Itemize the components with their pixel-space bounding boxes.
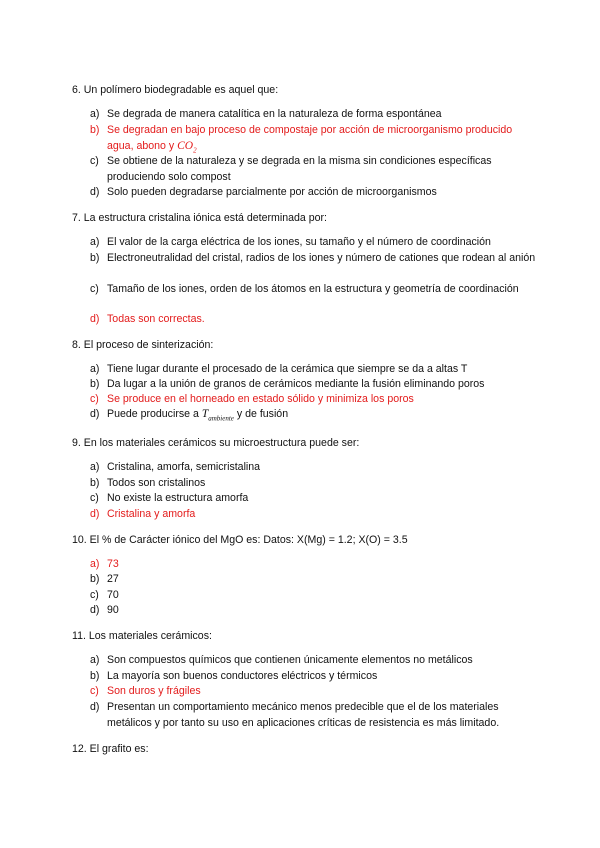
option-letter: d) bbox=[90, 408, 100, 420]
question-7-option-b bbox=[90, 251, 540, 267]
option-text: 27 bbox=[107, 573, 119, 585]
option-text: El valor de la carga eléctrica de los iones, su tamaño y el número de coordinación bbox=[107, 236, 491, 248]
option-letter: b) bbox=[90, 378, 100, 390]
question-9-option-b bbox=[90, 476, 540, 492]
question-6-prompt: 6. Un polímero biodegradable es aquel que: bbox=[72, 84, 279, 96]
question-6-option-b bbox=[90, 123, 540, 158]
question-9-prompt: 9. En los materiales cerámicos su microestructura puede ser: bbox=[72, 437, 360, 449]
question-11-option-c bbox=[90, 684, 540, 700]
option-text: Tiene lugar durante el procesado de la cerámica que siempre se da a altas T bbox=[107, 363, 468, 375]
question-10-option-c bbox=[90, 588, 540, 604]
question-10-option-d bbox=[90, 603, 540, 619]
option-text-before: Puede producirse a bbox=[107, 408, 199, 420]
question-7-prompt: 7. La estructura cristalina iónica está determinada por: bbox=[72, 212, 327, 224]
option-letter: b) bbox=[90, 252, 100, 264]
option-text-content: Se degradan en bajo proceso de compostaje por acción de microorganismo producido agua, abono y bbox=[107, 124, 513, 152]
question-10-option-b bbox=[90, 572, 540, 588]
option-text: Son compuestos químicos que contienen únicamente elementos no metálicos bbox=[107, 654, 473, 666]
question-7-option-d bbox=[90, 312, 540, 328]
question-9-option-c bbox=[90, 491, 540, 507]
question-8-option-d bbox=[90, 407, 540, 427]
question-8-option-c bbox=[90, 392, 540, 408]
option-text: Da lugar a la unión de granos de cerámicos mediante la fusión eliminando poros bbox=[107, 378, 485, 390]
question-8-prompt: 8. El proceso de sinterización: bbox=[72, 339, 214, 351]
question-11-option-d bbox=[90, 700, 540, 731]
question-10-option-a bbox=[90, 557, 540, 573]
option-text: 73 bbox=[107, 558, 119, 570]
option-letter: d) bbox=[90, 701, 100, 713]
option-letter: a) bbox=[90, 654, 100, 666]
option-text: Se obtiene de la naturaleza y se degrada en la misma sin condiciones específicas produciendo solo compost bbox=[107, 155, 492, 183]
question-6-option-d bbox=[90, 185, 540, 201]
option-letter: c) bbox=[90, 155, 99, 167]
question-10-prompt: 10. El % de Carácter iónico del MgO es: Datos: X(Mg) = 1.2; X(O) = 3.5 bbox=[72, 534, 408, 546]
option-text: Cristalina y amorfa bbox=[107, 508, 196, 520]
option-letter: a) bbox=[90, 363, 100, 375]
option-letter: c) bbox=[90, 393, 99, 405]
option-text: Todas son correctas. bbox=[107, 313, 205, 325]
question-8-option-b bbox=[90, 377, 540, 393]
co2-formula: $CO_2$ bbox=[177, 139, 197, 154]
option-text: Solo pueden degradarse parcialmente por acción de microorganismos bbox=[107, 186, 437, 198]
option-text: Cristalina, amorfa, semicristalina bbox=[107, 461, 261, 473]
option-text-after: y de fusión bbox=[236, 408, 289, 420]
option-text: Se produce en el horneado en estado sólido y minimiza los poros bbox=[107, 393, 414, 405]
option-text: Son duros y frágiles bbox=[107, 685, 201, 697]
question-6-option-c bbox=[90, 154, 540, 185]
option-text: Presentan un comportamiento mecánico menos predecible que el de los materiales metálicos y por tanto su uso en aplicaciones críticas de resistencia es más limitado. bbox=[107, 701, 500, 729]
option-letter: c) bbox=[90, 283, 99, 295]
option-text: 70 bbox=[107, 589, 119, 601]
option-text: No existe la estructura amorfa bbox=[107, 492, 249, 504]
option-letter: c) bbox=[90, 492, 99, 504]
question-8-option-a bbox=[90, 362, 540, 378]
question-12-prompt: 12. El grafito es: bbox=[72, 743, 149, 755]
option-text: Se degrada de manera catalítica en la naturaleza de forma espontánea bbox=[107, 108, 442, 120]
question-6-option-a bbox=[90, 107, 540, 123]
option-letter: c) bbox=[90, 589, 99, 601]
option-text: Todos son cristalinos bbox=[107, 477, 206, 489]
option-letter: c) bbox=[90, 685, 99, 697]
option-text: Tamaño de los iones, orden de los átomos en la estructura y geometría de coordinación bbox=[107, 283, 519, 295]
option-letter: a) bbox=[90, 108, 100, 120]
option-letter: d) bbox=[90, 604, 100, 616]
option-letter: b) bbox=[90, 477, 100, 489]
question-7-option-a bbox=[90, 235, 540, 251]
option-text bbox=[107, 123, 540, 158]
option-text bbox=[107, 407, 540, 427]
question-9-option-d bbox=[90, 507, 540, 523]
option-text: Electroneutralidad del cristal, radios de los iones y número de cationes que rodean al anión bbox=[107, 252, 536, 264]
option-letter: d) bbox=[90, 186, 100, 198]
option-letter: a) bbox=[90, 461, 100, 473]
option-text: La mayoría son buenos conductores eléctricos y térmicos bbox=[107, 670, 378, 682]
option-letter: b) bbox=[90, 670, 100, 682]
question-11-option-a bbox=[90, 653, 540, 669]
option-letter: a) bbox=[90, 558, 100, 570]
t-ambiente-formula: $T_{ambiente}$ bbox=[201, 408, 234, 423]
question-11-option-b bbox=[90, 669, 540, 685]
option-text: 90 bbox=[107, 604, 119, 616]
question-7-option-c bbox=[90, 282, 540, 298]
option-letter: a) bbox=[90, 236, 100, 248]
question-11-prompt: 11. Los materiales cerámicos: bbox=[72, 630, 212, 642]
option-letter: b) bbox=[90, 573, 100, 585]
option-letter: d) bbox=[90, 313, 100, 325]
question-9-option-a bbox=[90, 460, 540, 476]
option-letter: b) bbox=[90, 124, 100, 136]
option-letter: d) bbox=[90, 508, 100, 520]
